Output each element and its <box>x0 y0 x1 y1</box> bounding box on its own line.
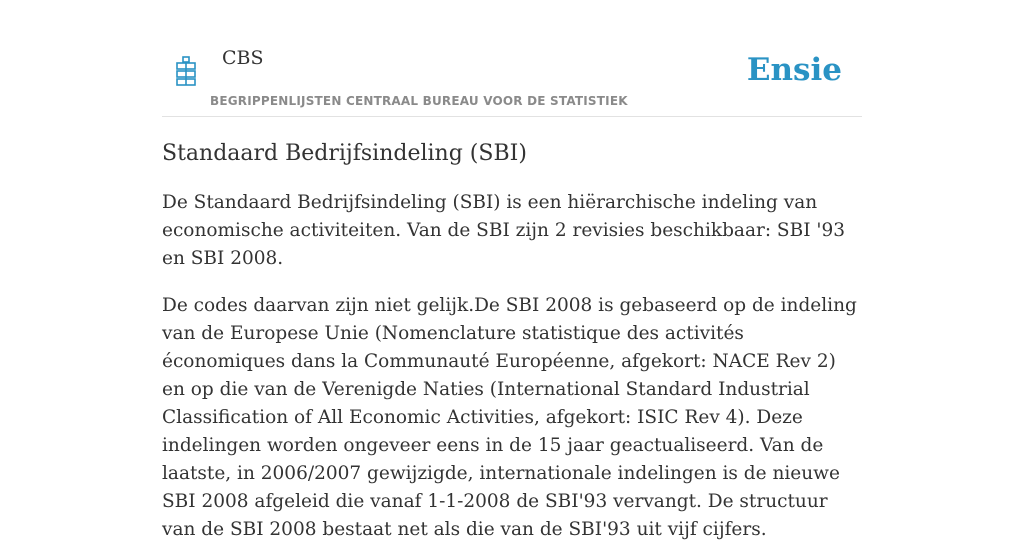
organization-name[interactable]: CBS <box>222 47 264 69</box>
article-paragraph: De codes daarvan zijn niet gelijk.De SBI 2008 is gebaseerd op de indeling van de Europese Unie (Nomenclature statistique des activités économiques dans la Communauté Européenne, afgekort: NACE Rev 2) en op die van de Verenigde Naties (International Standard Industrial Classification of All Economic Activities, afgekort: ISIC Rev 4). Deze indelingen worden ongeveer eens in de 15 jaar geactualiseerd. Van de laatste, in 2006/2007 gewijzigde, internationale indelingen is de nieuwe SBI 2008 afgeleid die vanaf 1-1-2008 de SBI'93 vervangt. De structuur van de SBI 2008 bestaat net als die van de SBI'93 uit vijf cijfers. <box>162 295 857 540</box>
article-title: Standaard Bedrijfsindeling (SBI) <box>162 141 527 166</box>
site-subtitle: BEGRIPPENLIJSTEN CENTRAAL BUREAU VOOR DE STATISTIEK <box>210 94 628 108</box>
site-header <box>162 0 862 117</box>
ensie-brand-link[interactable]: Ensie <box>746 52 842 88</box>
cbs-logo-icon[interactable] <box>174 56 198 86</box>
article-paragraph: De Standaard Bedrijfsindeling (SBI) is een hiërarchische indeling van economische activiteiten. Van de SBI zijn 2 revisies beschikbaar: SBI '93 en SBI 2008. <box>162 192 846 269</box>
article-content <box>162 138 862 544</box>
